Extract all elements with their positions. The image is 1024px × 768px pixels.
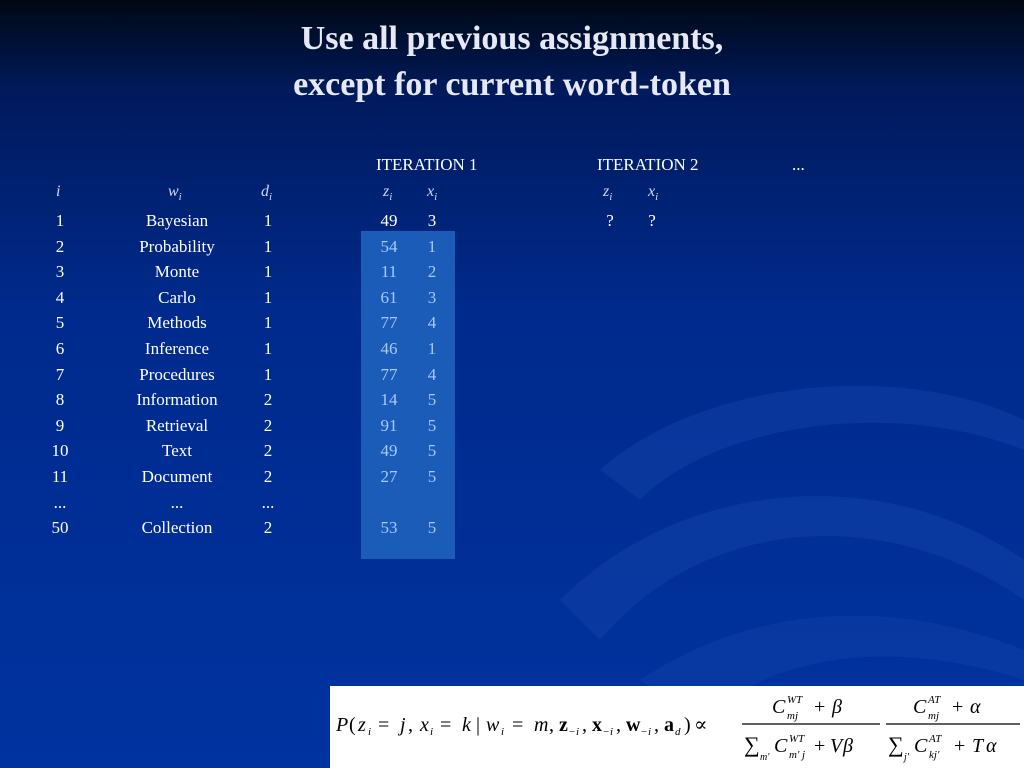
col-header-d: $d_i$ xyxy=(261,183,273,204)
svg-text:=: = xyxy=(440,714,452,736)
cell-i: 11 xyxy=(51,467,69,486)
cell-w: Retrieval xyxy=(145,415,209,435)
cell-z: 27 xyxy=(380,467,398,486)
svg-text:mj: mj xyxy=(787,710,798,722)
svg-text:d: d xyxy=(675,726,681,738)
svg-text:+: + xyxy=(954,735,966,757)
svg-text:(: ( xyxy=(349,714,356,736)
cell-i: 5 xyxy=(55,313,65,333)
cell-x: 4 xyxy=(427,313,437,333)
svg-text:C: C xyxy=(913,696,927,718)
svg-text:j: j xyxy=(400,714,406,736)
table-row xyxy=(0,387,1024,413)
cell-z2: ? xyxy=(606,211,614,230)
cell-w: Collection xyxy=(141,518,213,538)
svg-text:AT: AT xyxy=(928,694,941,706)
cell-w: Carlo xyxy=(158,287,196,307)
svg-text:WT: WT xyxy=(787,694,803,706)
cell-z: 11 xyxy=(380,262,398,282)
svg-text:x: x xyxy=(592,714,602,736)
col-header-w: $w_i$ xyxy=(168,183,182,204)
cell-z: 49 xyxy=(380,211,398,230)
cell-w: Procedures xyxy=(139,364,215,384)
col-header-x: $x_i$ xyxy=(427,183,438,204)
cell-w: Monte xyxy=(154,262,200,282)
svg-text:WT: WT xyxy=(789,733,805,745)
svg-text:+: + xyxy=(952,696,964,718)
cell-d: 2 xyxy=(263,467,273,486)
cell-i: 4 xyxy=(55,287,65,307)
cell-z: 14 xyxy=(380,390,398,410)
svg-text:β: β xyxy=(843,735,853,757)
svg-text:m': m' xyxy=(760,752,770,763)
svg-text:∑: ∑ xyxy=(888,732,904,757)
table-row xyxy=(0,310,1024,336)
cell-x: 1 xyxy=(427,236,437,256)
table-row xyxy=(0,259,1024,285)
cell-z: 61 xyxy=(380,287,398,307)
col-header-z2: $z_i$ xyxy=(603,183,613,204)
cell-d: 2 xyxy=(263,390,273,410)
cell-x: 5 xyxy=(427,441,437,461)
cell-i: 2 xyxy=(55,236,65,256)
iteration-1-header: ITERATION 1 xyxy=(376,155,478,174)
svg-text:∑: ∑ xyxy=(744,732,760,757)
cell-i: 6 xyxy=(55,339,65,358)
svg-text:i: i xyxy=(368,726,372,738)
svg-text:−: − xyxy=(569,726,576,738)
cell-i: 50 xyxy=(51,518,69,538)
cell-w: Methods xyxy=(147,313,207,333)
cell-d: 1 xyxy=(263,339,273,358)
cell-w: Bayesian xyxy=(145,211,209,230)
svg-text:z: z xyxy=(559,714,568,736)
cell-d: 2 xyxy=(263,441,273,461)
svg-text:C: C xyxy=(772,696,786,718)
cell-w: Text xyxy=(162,441,192,461)
iteration-ellipsis: ... xyxy=(792,155,805,174)
svg-text:∝: ∝ xyxy=(694,714,708,736)
cell-w: Inference xyxy=(144,339,210,358)
svg-text:j': j' xyxy=(904,752,909,763)
iteration-2-header: ITERATION 2 xyxy=(597,155,699,174)
svg-text:,: , xyxy=(408,714,413,736)
table-row xyxy=(0,362,1024,388)
svg-text:+: + xyxy=(814,696,826,718)
formula-image xyxy=(330,686,1024,768)
svg-text:w: w xyxy=(486,714,500,736)
cell-z: 77 xyxy=(380,313,398,333)
svg-text:k: k xyxy=(462,714,471,736)
cell-z: 53 xyxy=(380,518,398,538)
svg-text:i: i xyxy=(648,726,652,738)
cell-x2: ? xyxy=(648,211,656,230)
cell-i: 10 xyxy=(51,441,69,461)
cell-x: 3 xyxy=(427,211,437,230)
cell-z: 54 xyxy=(380,236,398,256)
cell-d: 2 xyxy=(263,518,273,538)
table-row xyxy=(0,515,1024,541)
svg-text:α: α xyxy=(970,696,981,718)
svg-text:,: , xyxy=(654,714,659,736)
svg-text:m' j: m' j xyxy=(789,749,806,761)
svg-text:=: = xyxy=(512,714,524,736)
svg-text:i: i xyxy=(610,726,614,738)
cell-w: Document xyxy=(141,467,213,486)
svg-text:a: a xyxy=(664,714,674,736)
svg-text:m: m xyxy=(534,714,549,736)
cell-x: 5 xyxy=(427,467,437,486)
cell-z: 49 xyxy=(380,441,398,461)
cell-x: 5 xyxy=(427,518,437,538)
svg-text:i: i xyxy=(501,726,505,738)
cell-i: 9 xyxy=(55,415,65,435)
table-row xyxy=(0,336,1024,362)
cell-d: 1 xyxy=(263,364,273,384)
svg-text:β: β xyxy=(832,696,842,718)
slide-title xyxy=(0,16,1024,108)
cell-d: 1 xyxy=(263,313,273,333)
cell-d: 1 xyxy=(263,262,273,282)
cell-d: 1 xyxy=(263,236,273,256)
table-row xyxy=(0,413,1024,439)
cell-i: 8 xyxy=(55,390,65,410)
svg-text:|: | xyxy=(476,714,481,736)
svg-text:w: w xyxy=(626,714,641,736)
svg-text:kj': kj' xyxy=(929,749,940,761)
table-row xyxy=(0,208,1024,234)
cell-d: 1 xyxy=(263,287,273,307)
title-line-2: except for current word-token xyxy=(293,66,731,103)
cell-i: 1 xyxy=(55,211,65,230)
table-row xyxy=(0,490,1024,516)
svg-text:−: − xyxy=(603,726,610,738)
svg-text:C: C xyxy=(914,735,928,757)
cell-w: Probability xyxy=(139,236,215,256)
svg-text:−: − xyxy=(641,726,648,738)
svg-text:AT: AT xyxy=(929,733,942,745)
svg-text:α: α xyxy=(986,735,997,757)
table-row xyxy=(0,285,1024,311)
col-header-x2: $x_i$ xyxy=(648,183,659,204)
table-row xyxy=(0,234,1024,260)
cell-x: 3 xyxy=(427,287,437,307)
table-row xyxy=(0,464,1024,490)
svg-text:=: = xyxy=(378,714,390,736)
cell-i: 7 xyxy=(55,364,65,384)
svg-text:T: T xyxy=(972,735,984,757)
cell-i: 3 xyxy=(55,262,65,282)
svg-text:i: i xyxy=(576,726,580,738)
cell-x: 1 xyxy=(427,339,437,358)
cell-i: ... xyxy=(53,492,67,512)
svg-text:z: z xyxy=(358,714,366,736)
title-line-1: Use all previous assignments, xyxy=(300,20,724,57)
svg-text:mj: mj xyxy=(928,710,939,722)
cell-z: 91 xyxy=(380,415,398,435)
svg-text:C: C xyxy=(774,735,788,757)
cell-d: ... xyxy=(261,492,275,512)
svg-text:,: , xyxy=(582,714,587,736)
cell-x: 2 xyxy=(427,262,437,282)
svg-text:,: , xyxy=(616,714,621,736)
cell-x: 4 xyxy=(427,364,437,384)
cell-z: 46 xyxy=(380,339,398,358)
cell-w: Information xyxy=(136,390,218,410)
cell-d: 1 xyxy=(263,211,273,230)
table-row xyxy=(0,438,1024,464)
cell-w: ... xyxy=(170,492,184,512)
svg-text:+: + xyxy=(814,735,826,757)
svg-text:P: P xyxy=(336,714,349,736)
cell-d: 2 xyxy=(263,415,273,435)
svg-text:): ) xyxy=(684,714,691,736)
cell-x: 5 xyxy=(427,415,437,435)
svg-text:i: i xyxy=(430,726,434,738)
cell-z: 77 xyxy=(380,364,398,384)
gibbs-sampling-formula xyxy=(330,686,1024,768)
col-header-i: i xyxy=(56,183,61,200)
cell-x: 5 xyxy=(427,390,437,410)
svg-text:x: x xyxy=(420,714,429,736)
col-header-z: $z_i$ xyxy=(383,183,393,204)
svg-text:V: V xyxy=(830,735,843,757)
svg-text:,: , xyxy=(549,714,554,736)
